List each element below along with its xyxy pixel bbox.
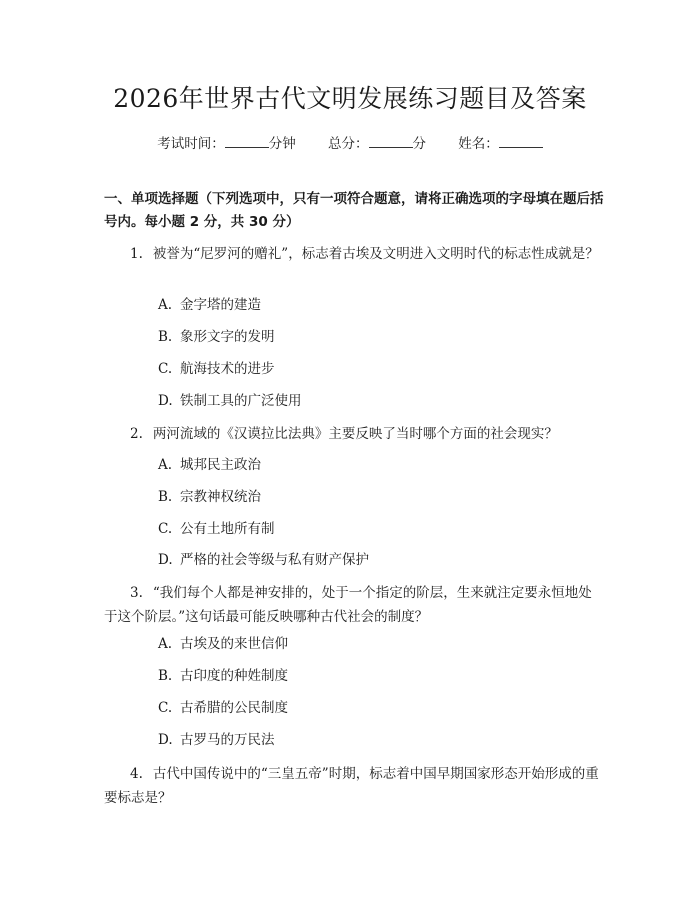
exam-time-blank (225, 133, 269, 148)
total-score-unit: 分 (412, 136, 426, 152)
option-text: 金字塔的建造 (180, 297, 261, 313)
question-3-option-c (158, 698, 288, 718)
question-1-option-b (158, 327, 275, 347)
option-letter: C. (158, 521, 173, 537)
question-1-option-d (158, 391, 302, 411)
option-letter: D. (158, 552, 173, 568)
option-text: 古印度的种姓制度 (180, 668, 288, 684)
student-name-blank (499, 133, 543, 148)
question-1-option-c (158, 359, 275, 379)
option-text: 古希腊的公民制度 (180, 700, 288, 716)
question-text: 两河流域的《汉谟拉比法典》主要反映了当时哪个方面的社会现实？ (152, 426, 558, 442)
question-number: 1. (130, 246, 143, 262)
total-score-blank (369, 133, 413, 148)
question-text: 古代中国传说中的“三皇五帝”时期，标志着中国早期国家形态开始形成的重要标志是？ (104, 766, 599, 806)
option-text: 古埃及的来世信仰 (180, 636, 288, 652)
option-text: 城邦民主政治 (180, 457, 261, 473)
question-3-option-d (158, 730, 275, 750)
question-2-option-c (158, 519, 275, 539)
question-3 (104, 581, 604, 629)
option-letter: B. (158, 489, 173, 505)
exam-meta-line (0, 133, 700, 154)
option-text: 古罗马的万民法 (180, 732, 275, 748)
question-3-option-b (158, 666, 288, 686)
option-letter: A. (158, 457, 173, 473)
option-letter: D. (158, 393, 173, 409)
option-text: 航海技术的进步 (180, 361, 275, 377)
total-score-field (328, 136, 430, 152)
option-letter: B. (158, 668, 173, 684)
student-name-field (458, 136, 543, 152)
question-4 (104, 762, 604, 810)
question-1-option-a (158, 295, 261, 315)
question-1 (104, 242, 604, 266)
exam-time-field (157, 136, 300, 152)
option-text: 公有土地所有制 (180, 521, 275, 537)
student-name-label: 姓名： (458, 136, 499, 152)
option-letter: D. (158, 732, 173, 748)
question-number: 2. (130, 426, 143, 442)
question-number: 3. (130, 585, 143, 601)
section-heading: 一、单项选择题（下列选项中，只有一项符合题意，请将正确选项的字母填在题后括号内。每小题 2 分，共 30 分） (104, 191, 604, 230)
total-score-label: 总分： (328, 136, 369, 152)
exam-time-label: 考试时间： (157, 136, 225, 152)
question-2-option-b (158, 487, 261, 507)
question-number: 4. (130, 766, 143, 782)
option-text: 宗教神权统治 (180, 489, 261, 505)
question-2-option-a (158, 455, 261, 475)
option-text: 严格的社会等级与私有财产保护 (180, 552, 369, 568)
question-3-option-a (158, 634, 288, 654)
option-letter: C. (158, 361, 173, 377)
option-letter: A. (158, 297, 173, 313)
option-letter: C. (158, 700, 173, 716)
option-letter: A. (158, 636, 173, 652)
option-text: 铁制工具的广泛使用 (180, 393, 302, 409)
question-text: “我们每个人都是神安排的，处于一个指定的阶层，生来就注定要永恒地处于这个阶层。”这句话最可能反映哪种古代社会的制度？ (104, 585, 592, 625)
option-text: 象形文字的发明 (180, 329, 275, 345)
option-letter: B. (158, 329, 173, 345)
page-title: 2026年世界古代文明发展练习题目及答案 (113, 84, 587, 113)
exam-time-unit: 分钟 (268, 136, 296, 152)
question-2-option-d (158, 550, 369, 570)
question-2 (104, 422, 604, 446)
question-text: 被誉为“尼罗河的赠礼”，标志着古埃及文明进入文明时代的标志性成就是？ (152, 246, 599, 262)
